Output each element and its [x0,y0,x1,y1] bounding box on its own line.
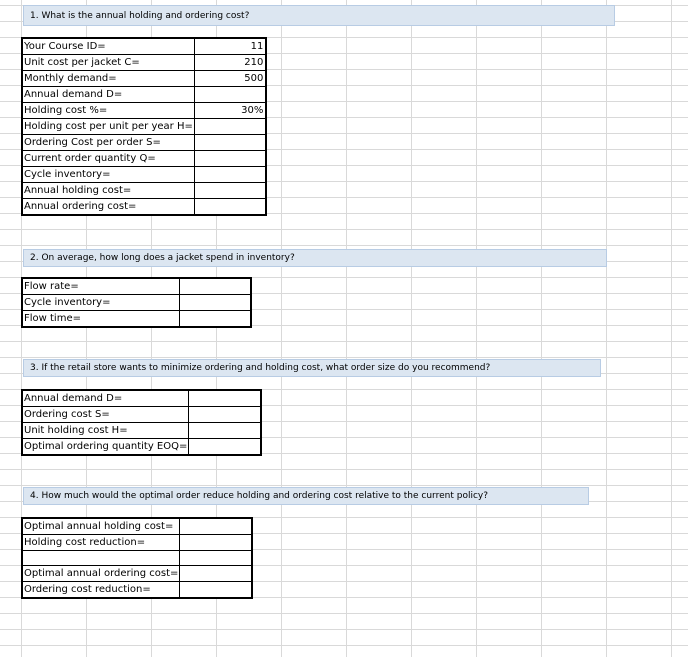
q1-row[interactable] [22,135,266,151]
cell-label[interactable]: Optimal annual holding cost= [22,518,180,535]
q4-row[interactable] [22,582,252,599]
cell-value[interactable] [194,199,266,216]
q1-row[interactable] [22,151,266,167]
q1-row[interactable] [22,55,266,71]
cell-label[interactable]: Your Course ID= [22,38,194,55]
cell-label[interactable]: Annual demand D= [22,87,194,103]
cell-label[interactable]: Unit holding cost H= [22,423,189,439]
q3-row[interactable] [22,439,261,456]
cell-label[interactable]: Holding cost reduction= [22,535,180,551]
q3-banner[interactable]: 3. If the retail store wants to minimize ordering and holding cost, what order size do you recommend? [23,359,601,377]
cell-value[interactable] [179,278,251,295]
cell-value[interactable] [180,566,252,582]
q1-row[interactable] [22,199,266,216]
cell-value[interactable] [179,311,251,328]
cell-label[interactable]: Holding cost %= [22,103,194,119]
cell-value[interactable] [179,295,251,311]
cell-value[interactable] [189,390,261,407]
cell-value[interactable] [194,135,266,151]
cell-label[interactable]: Flow rate= [22,278,179,295]
q1-row[interactable] [22,38,266,55]
q4-row[interactable] [22,551,252,566]
cell-value[interactable]: 210 [194,55,266,71]
q1-banner[interactable]: 1. What is the annual holding and ordering cost? [23,5,615,26]
q1-row[interactable] [22,103,266,119]
q3-table [21,389,262,456]
q4-banner[interactable]: 4. How much would the optimal order reduce holding and ordering cost relative to the current policy? [23,487,589,505]
q1-table [21,37,267,216]
q3-row[interactable] [22,423,261,439]
cell-label[interactable]: Monthly demand= [22,71,194,87]
cell-label[interactable]: Ordering Cost per order S= [22,135,194,151]
q2-table [21,277,252,328]
cell-value[interactable]: 30% [194,103,266,119]
q2-row[interactable] [22,311,251,328]
cell-label[interactable]: Annual ordering cost= [22,199,194,216]
cell-value[interactable] [189,407,261,423]
cell-label[interactable]: Current order quantity Q= [22,151,194,167]
cell-label[interactable]: Cycle inventory= [22,295,179,311]
q1-row[interactable] [22,167,266,183]
q1-row[interactable] [22,87,266,103]
cell-label[interactable]: Optimal annual ordering cost= [22,566,180,582]
q3-row[interactable] [22,390,261,407]
q3-row[interactable] [22,407,261,423]
q4-row[interactable] [22,566,252,582]
cell-value[interactable] [180,551,252,566]
cell-label[interactable]: Annual holding cost= [22,183,194,199]
cell-label[interactable]: Cycle inventory= [22,167,194,183]
q2-row[interactable] [22,278,251,295]
q4-table [21,517,253,599]
cell-value[interactable]: 11 [194,38,266,55]
cell-label[interactable]: Flow time= [22,311,179,328]
cell-value[interactable] [189,423,261,439]
cell-value[interactable] [194,183,266,199]
q2-banner[interactable]: 2. On average, how long does a jacket spend in inventory? [23,249,607,267]
cell-label[interactable]: Optimal ordering quantity EOQ= [22,439,189,456]
cell-value[interactable] [180,582,252,599]
cell-label[interactable] [22,551,180,566]
cell-label[interactable]: Ordering cost S= [22,407,189,423]
q2-row[interactable] [22,295,251,311]
cell-value[interactable] [194,167,266,183]
q4-row[interactable] [22,518,252,535]
cell-label[interactable]: Ordering cost reduction= [22,582,180,599]
cell-value[interactable] [194,119,266,135]
cell-value[interactable]: 500 [194,71,266,87]
q4-row[interactable] [22,535,252,551]
cell-value[interactable] [180,535,252,551]
q1-row[interactable] [22,71,266,87]
cell-value[interactable] [180,518,252,535]
cell-label[interactable]: Unit cost per jacket C= [22,55,194,71]
q1-row[interactable] [22,119,266,135]
cell-label[interactable]: Holding cost per unit per year H= [22,119,194,135]
q1-row[interactable] [22,183,266,199]
cell-label[interactable]: Annual demand D= [22,390,189,407]
cell-value[interactable] [194,151,266,167]
cell-value[interactable] [194,87,266,103]
cell-value[interactable] [189,439,261,456]
